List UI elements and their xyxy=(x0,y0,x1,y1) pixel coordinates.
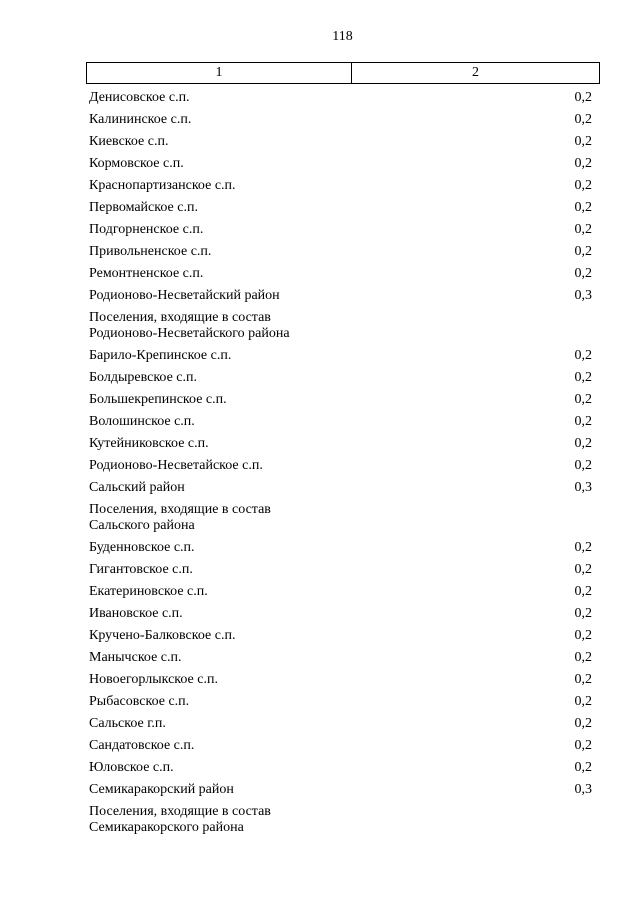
row-name: Болдыревское с.п. xyxy=(89,370,198,385)
row-value: 0,2 xyxy=(574,200,592,215)
row-value: 0,3 xyxy=(574,288,592,303)
row-value: 0,2 xyxy=(574,584,592,599)
row-value: 0,2 xyxy=(574,222,592,237)
header-column-1: 1 xyxy=(87,63,352,83)
row-name: Кормовское с.п. xyxy=(89,156,184,171)
row-name: Сандатовское с.п. xyxy=(89,738,195,753)
row-value: 0,2 xyxy=(574,628,592,643)
row-value: 0,2 xyxy=(574,90,592,105)
row-name: Манычское с.п. xyxy=(89,650,182,665)
table-row xyxy=(89,669,592,691)
row-name: Рыбасовское с.п. xyxy=(89,694,190,709)
row-value: 0,2 xyxy=(574,244,592,259)
row-value: 0,2 xyxy=(574,694,592,709)
table-row xyxy=(89,499,592,537)
table-row xyxy=(89,603,592,625)
table-row xyxy=(89,537,592,559)
table-row xyxy=(89,433,592,455)
table-row xyxy=(89,735,592,757)
row-name: Барило-Крепинское с.п. xyxy=(89,348,232,363)
row-value: 0,2 xyxy=(574,716,592,731)
row-name: Буденновское с.п. xyxy=(89,540,195,555)
row-name: Екатериновское с.п. xyxy=(89,584,208,599)
row-value: 0,2 xyxy=(574,458,592,473)
row-value: 0,3 xyxy=(574,782,592,797)
row-name: Большекрепинское с.п. xyxy=(89,392,227,407)
row-value: 0,2 xyxy=(574,760,592,775)
table-row xyxy=(89,647,592,669)
row-value: 0,2 xyxy=(574,392,592,407)
row-name: Юловское с.п. xyxy=(89,760,174,775)
table-row xyxy=(89,87,592,109)
row-value: 0,2 xyxy=(574,436,592,451)
row-value: 0,2 xyxy=(574,540,592,555)
table-row xyxy=(89,559,592,581)
row-name: Родионово-Несветайский район xyxy=(89,288,280,303)
table-row xyxy=(89,367,592,389)
table-row xyxy=(89,345,592,367)
row-value: 0,2 xyxy=(574,134,592,149)
row-value: 0,2 xyxy=(574,606,592,621)
row-name: Новоегорлыкское с.п. xyxy=(89,672,218,687)
table-body xyxy=(89,87,592,839)
table-header xyxy=(86,62,600,84)
row-name: Ивановское с.п. xyxy=(89,606,183,621)
table-row xyxy=(89,691,592,713)
row-value: 0,3 xyxy=(574,480,592,495)
row-value: 0,2 xyxy=(574,156,592,171)
row-name: Гигантовское с.п. xyxy=(89,562,193,577)
table-row xyxy=(89,307,592,345)
table-row xyxy=(89,389,592,411)
table-row xyxy=(89,131,592,153)
row-value: 0,2 xyxy=(574,348,592,363)
table-row xyxy=(89,263,592,285)
row-name: Кутейниковское с.п. xyxy=(89,436,209,451)
table-row xyxy=(89,285,592,307)
row-value: 0,2 xyxy=(574,738,592,753)
table-row xyxy=(89,411,592,433)
row-name: Подгорненское с.п. xyxy=(89,222,204,237)
row-name: Кручено-Балковское с.п. xyxy=(89,628,236,643)
row-name: Калининское с.п. xyxy=(89,112,192,127)
table-row xyxy=(89,197,592,219)
table-row xyxy=(89,477,592,499)
row-value: 0,2 xyxy=(574,266,592,281)
table-row xyxy=(89,581,592,603)
row-value: 0,2 xyxy=(574,650,592,665)
table-row xyxy=(89,757,592,779)
row-name: Ремонтненское с.п. xyxy=(89,266,204,281)
table-row xyxy=(89,779,592,801)
row-name: Сальское г.п. xyxy=(89,716,166,731)
row-name: Поселения, входящие в состав Сальского района xyxy=(89,502,271,533)
table-row xyxy=(89,175,592,197)
table-row xyxy=(89,625,592,647)
row-value: 0,2 xyxy=(574,672,592,687)
table-row xyxy=(89,455,592,477)
row-value: 0,2 xyxy=(574,562,592,577)
row-name: Семикаракорский район xyxy=(89,782,234,797)
table-row xyxy=(89,713,592,735)
table-row xyxy=(89,109,592,131)
table-row xyxy=(89,241,592,263)
header-column-2: 2 xyxy=(472,65,479,80)
row-name: Волошинское с.п. xyxy=(89,414,195,429)
page-number: 118 xyxy=(332,29,353,44)
row-value: 0,2 xyxy=(574,112,592,127)
row-name: Привольненское с.п. xyxy=(89,244,212,259)
row-name: Родионово-Несветайское с.п. xyxy=(89,458,263,473)
row-value: 0,2 xyxy=(574,414,592,429)
table-row xyxy=(89,801,592,839)
row-name: Первомайское с.п. xyxy=(89,200,198,215)
table-row xyxy=(89,219,592,241)
row-name: Киевское с.п. xyxy=(89,134,169,149)
row-name: Поселения, входящие в состав Семикаракорского района xyxy=(89,804,271,835)
row-name: Поселения, входящие в состав Родионово-Несветайского района xyxy=(89,310,290,341)
row-name: Краснопартизанское с.п. xyxy=(89,178,236,193)
row-name: Сальский район xyxy=(89,480,185,495)
table-row xyxy=(89,153,592,175)
row-value: 0,2 xyxy=(574,370,592,385)
row-name: Денисовское с.п. xyxy=(89,90,190,105)
row-value: 0,2 xyxy=(574,178,592,193)
